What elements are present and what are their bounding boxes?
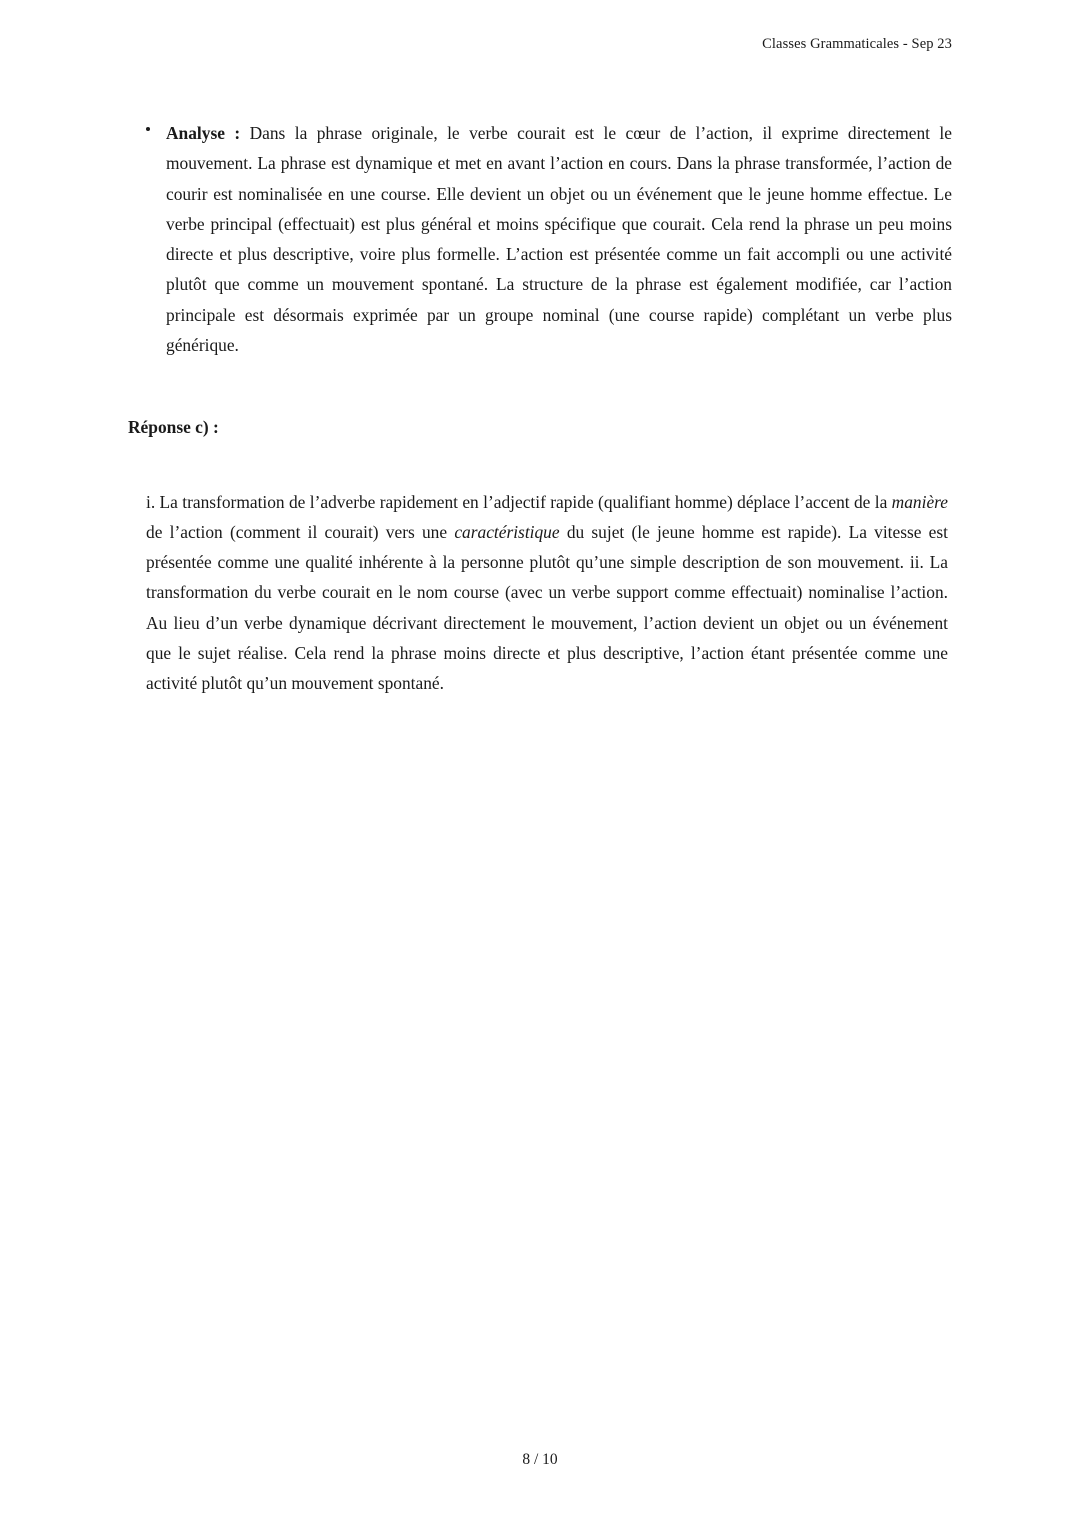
- section-title-response-c: Réponse c) :: [128, 417, 219, 438]
- analysis-label: Analyse :: [166, 123, 241, 143]
- analysis-text: Dans la phrase originale, le verbe courait est le cœur de l’action, il exprime directement le mouvement. La phrase est dynamique et met en avant l’action en cours. Dans la phrase transformée, l’action de courir est nominalisée en une course. Elle devient un objet ou un événement que le jeune homme effectue. Le verbe principal (effectuait) est plus général et moins spécifique que courait. Cela rend la phrase un peu moins directe et plus descriptive, voire plus formelle. L’action est présentée comme un fait accompli ou une activité plutôt que comme un mouvement spontané. La structure de la phrase est également modifiée, car l’action principale est désormais exprimée par un groupe nominal (une course rapide) complétant un verbe plus générique.: [166, 123, 952, 355]
- response-c-emphasis-2: caractéristique: [454, 521, 560, 542]
- response-c-body: [128, 487, 952, 699]
- response-c-segment-2: de l’action (comment il courait) vers une: [146, 521, 455, 542]
- page-footer: 8 / 10: [522, 1451, 558, 1468]
- page-content: [128, 118, 952, 699]
- response-c-segment-3: du sujet (le jeune homme est rapide). La vitesse est présentée comme une qualité inhérente à la personne plutôt qu’une simple description de son mouvement. ii. La transformation du verbe courait en le nom course (avec un verbe support comme effectuait) nominalise l’action. Au lieu d’un verbe dynamique décrivant directement le mouvement, l’action devient un objet ou un événement que le sujet réalise. Cela rend la phrase moins directe et plus descriptive, l’action étant présentée comme une activité plutôt qu’un mouvement spontané.: [146, 521, 948, 694]
- analysis-paragraph: [166, 118, 952, 360]
- response-c-paragraph: [146, 487, 948, 699]
- bullet-dot-icon: [146, 127, 150, 131]
- response-c-emphasis-1: manière: [891, 491, 948, 512]
- running-header: Classes Grammaticales - Sep 23: [762, 36, 952, 52]
- analysis-bullet-item: [128, 118, 952, 360]
- response-c-segment-1: i. La transformation de l’adverbe rapidement en l’adjectif rapide (qualifiant homme) déplace l’accent de la: [146, 491, 892, 512]
